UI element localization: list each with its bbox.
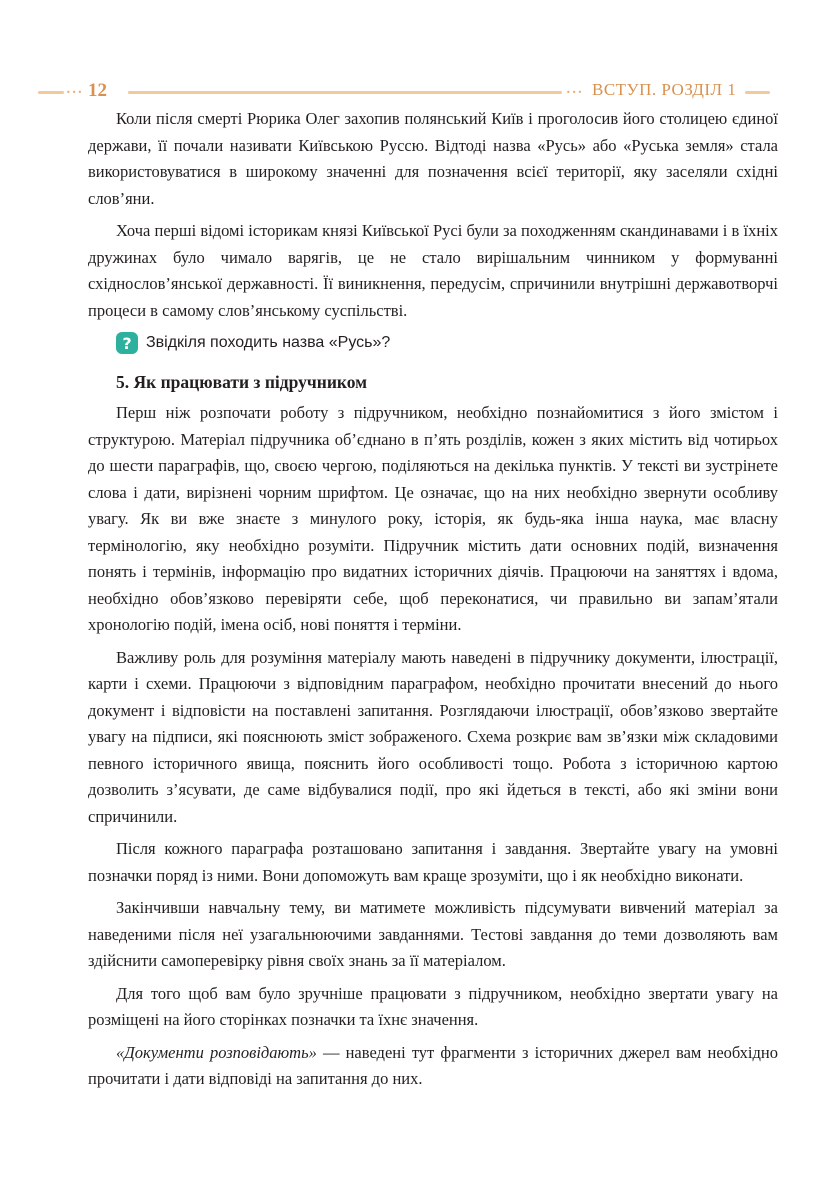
question-icon: ? [116, 332, 138, 354]
section-title: ВСТУП. РОЗДІЛ 1 [592, 80, 737, 99]
question-box [116, 330, 778, 356]
section-paragraph-5: Для того щоб вам було зручніше працювати з підручником, необхідно звертати увагу на розміщені на його сторінках позначки та їхнє значення. [88, 983, 778, 1029]
documents-label: «Документи розповідають» [116, 1042, 317, 1062]
section-paragraph-1: Перш ніж розпочати роботу з підручником, необхідно познайомитися з його змістом і структурою. Матеріал підручника об’єднано в п’ять розділів, кожен з яких містить від чотирьох до шести параграфів, що, своєю чергою, поділяються на декілька пунктів. У тексті ви зустрінете слова і дати, вирізнені чорним шрифтом. Це означає, що на них необхідно звернути особливу увагу. Як ви вже знаєте з минулого року, історія, як будь-яка інша наука, має власну термінологію, яку необхідно розуміти. Підручник містить дати основних подій, визначення понять і термінів, інформацію про видатних історичних діячів. Працюючи на заняттях і вдома, необхідно обов’язково перевіряти себе, щоб переконатися, чи правильно ви запам’ятали хронологію подій, імена осіб, нові поняття і терміни. [88, 403, 778, 634]
page-body [88, 106, 778, 1099]
header-line-right [745, 91, 770, 94]
header-line-left [38, 91, 64, 94]
page-header [0, 80, 832, 104]
section-paragraph-2: Важливу роль для розуміння матеріалу мають наведені в підручнику документи, ілюстрації, карти і схеми. Працюючи з відповідним параграфом, необхідно прочитати внесений до нього документ і відповісти на поставлені запитання. Розглядаючи ілюстрації, обов’язково звертайте увагу на підписи, які пояснюють зміст зображеного. Схема розкриє вам зв’язки між складовими певного історичного явища, пояснить його особливості тощо. Робота з історичною картою дозволить з’ясувати, де саме відбувалися події, про які йдеться в тексті, або які зміни вони спричинили. [88, 647, 778, 826]
intro-paragraph-2: Хоча перші відомі історикам князі Київської Русі були за походженням скандинавами і в їхніх дружинах було чимало варягів, це не стало вирішальним чинником у формуванні східнослов’янської державності. Її виникнення, передусім, спричинили внутрішні державотворчі процеси в самому слов’янському суспільстві. [88, 221, 778, 320]
page-number: 12 [88, 80, 107, 101]
section-paragraph-3: Після кожного параграфа розташовано запитання і завдання. Звертайте увагу на умовні позначки поряд із ними. Вони допоможуть вам краще зрозуміти, що і як необхідно виконати. [88, 839, 778, 885]
section-heading: 5. Як працювати з підручником [116, 372, 368, 392]
header-line-middle [128, 91, 562, 94]
header-ornament-left: ••• [66, 88, 84, 97]
header-ornament-middle: ••• [566, 88, 584, 97]
section-paragraph-4: Закінчивши навчальну тему, ви матимете можливість підсумувати вивчений матеріал за наведеними після неї узагальнюючими завданнями. Тестові завдання до теми дозволяють вам здійснити самоперевірку рівня своїх знань за її матеріалом. [88, 898, 778, 970]
documents-description: — наведені тут фрагменти з історичних джерел вам необхідно прочитати і дати відповіді на запитання до них. [88, 1042, 778, 1088]
section-paragraph-6 [88, 1040, 778, 1093]
question-text: Звідкіля походить назва «Русь»? [146, 334, 391, 351]
intro-paragraph-1: Коли після смерті Рюрика Олег захопив полянський Київ і проголосив його столицею єдиної держави, її почали називати Київською Руссю. Відтоді назва «Русь» або «Руська земля» стала використовуватися в широкому значенні для позначення всієї території, яку заселяли східні слов’яни. [88, 109, 778, 208]
